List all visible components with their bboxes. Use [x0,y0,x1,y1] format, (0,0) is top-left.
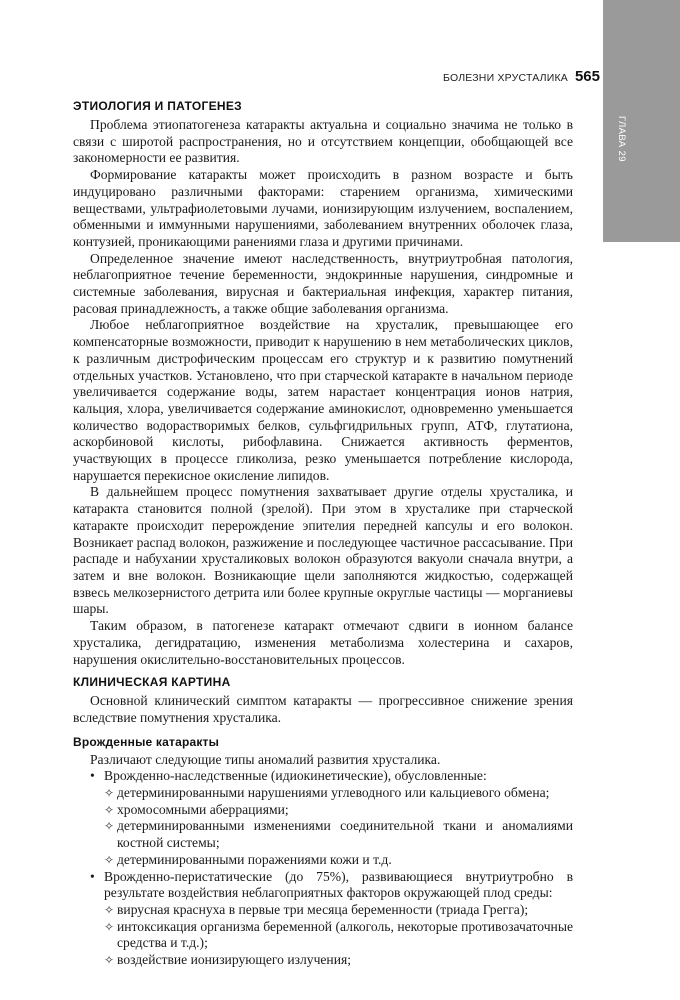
page-body [73,97,573,969]
sub-list-item [104,785,573,802]
paragraph: Проблема этиопатогенеза катаракты актуальна и социально значима не только в связи с широтой распространения, но и отсутствием концепции, обобщающей все закономерности ее развития. [73,117,573,166]
list-item-text: Врожденно-наследственные (идиокинетические), обусловленные: [104,768,487,784]
diamond-icon: ✧ [104,919,115,934]
sub-list-item-text: интоксикация организма беременной (алкоголь, некоторые противозачаточные средства и т.д.); [117,918,573,951]
sub-list [104,785,573,869]
sub-list-item [104,952,573,969]
chapter-label: ГЛАВА 29 [616,116,627,162]
diamond-icon: ✧ [104,902,115,917]
sub-list-item-text: детерминированными изменениями соединительной ткани и аномалиями костной системы; [117,818,573,851]
sub-list-item-text: воздействие ионизирующего излучения; [117,952,352,968]
paragraph: Любое неблагоприятное воздействие на хрусталик, превышающее его компенсаторные возможности, приводит к нарушению в нем метаболических циклов, к различным дистрофическим процессам его структур и к развитию помутнений отдельных участков. Установлено, что при старческой катаракте в начальном периоде увеличивается содержание воды, затем нарастает концентрация ионов натрия, кальция, хлора, увеличивается содержание аминокислот, одновременно уменьшается количество водорастворимых белков, сульфгидрильных групп, АТФ, глутатиона, аскорбиновой кислоты, рибофлавина. Снижается активность ферментов, участвующих в процессе гликолиза, резко уменьшается потребление кислорода, нарушается перекисное окисление липидов. [73,317,573,483]
diamond-icon: ✧ [104,819,115,834]
list-item [90,869,573,969]
bullet-icon: • [90,768,95,784]
list-item [90,768,573,868]
page-number: 565 [574,68,600,85]
sub-list-item [104,902,573,919]
running-header: БОЛЕЗНИ ХРУСТАЛИКА [442,72,568,84]
diamond-icon: ✧ [104,786,115,801]
anomaly-type-list [73,768,573,968]
paragraph: Определенное значение имеют наследственность, внутриутробная патология, неблагоприятное течение беременности, эндокринные нарушения, синдромные и системные заболевания, вирусная и бактериальная инфекция, характер питания, расовая принадлежность, а также общие заболевания организма. [73,250,573,316]
paragraph: Таким образом, в патогенезе катаракт отмечают сдвиги в ионном балансе хрусталика, дегидратацию, изменения метаболизма холестерина и сахаров, нарушения окислительно-восстановительных процессов. [73,618,573,667]
sub-list-item [104,818,573,851]
paragraph: Различают следующие типы аномалий развития хрусталика. [90,751,441,767]
paragraph: Основной клинический симптом катаракты — прогрессивное снижение зрения вследствие помутнения хрусталика. [73,693,573,725]
section-heading-clinical: КЛИНИЧЕСКАЯ КАРТИНА [73,675,231,690]
subsection-heading: Врожденные катаракты [73,734,220,749]
diamond-icon: ✧ [104,802,115,817]
diamond-icon: ✧ [104,852,115,867]
paragraph: В дальнейшем процесс помутнения захватывает другие отделы хрусталика, и катаракта становится полной (зрелой). При этом в хрусталике при старческой катаракте происходит перерождение эпителия передней капсулы и его волокон. Возникает распад волокон, разжижение и последующее частичное рассасывание. При распаде и набухании хрусталиковых волокон образуются вакуоли сначала внутри, а затем и вне волокон. Возникающие щели заполняются жидкостью, содержащей взвесь мелкозернистого детрита или более крупные округлые частицы — морганиевы шары. [73,484,573,617]
sub-list-item [104,802,573,819]
sub-list-item-text: хромосомными аберрациями; [117,801,289,817]
sub-list-item-text: детерминированными нарушениями углеводного или кальциевого обмена; [117,785,550,801]
paragraph: Формирование катаракты может происходить в разном возрасте и быть индуцировано различными факторами: старением организма, химическими веществами, ультрафиолетовыми лучами, ионизирующим излучением, воспалением, обменными и иммунными нарушениями, заболеванием внутренних оболочек глаза, контузией, проникающими ранениями глаза и другими причинами. [73,167,573,249]
sub-list [104,902,573,969]
sub-list-item [104,852,573,869]
sub-list-item-text: детерминированными поражениями кожи и т.д. [117,851,392,867]
list-item-text: Врожденно-перистатические (до 75%), развивающиеся внутриутробно в результате воздействия неблагоприятных факторов окружающей плод среды: [104,868,573,901]
sub-list-item [104,919,573,952]
diamond-icon: ✧ [104,953,115,968]
bullet-icon: • [90,868,95,884]
sub-list-item-text: вирусная краснуха в первые три месяца беременности (триада Грегга); [117,901,529,917]
section-heading-etiology: ЭТИОЛОГИЯ И ПАТОГЕНЕЗ [73,99,242,113]
